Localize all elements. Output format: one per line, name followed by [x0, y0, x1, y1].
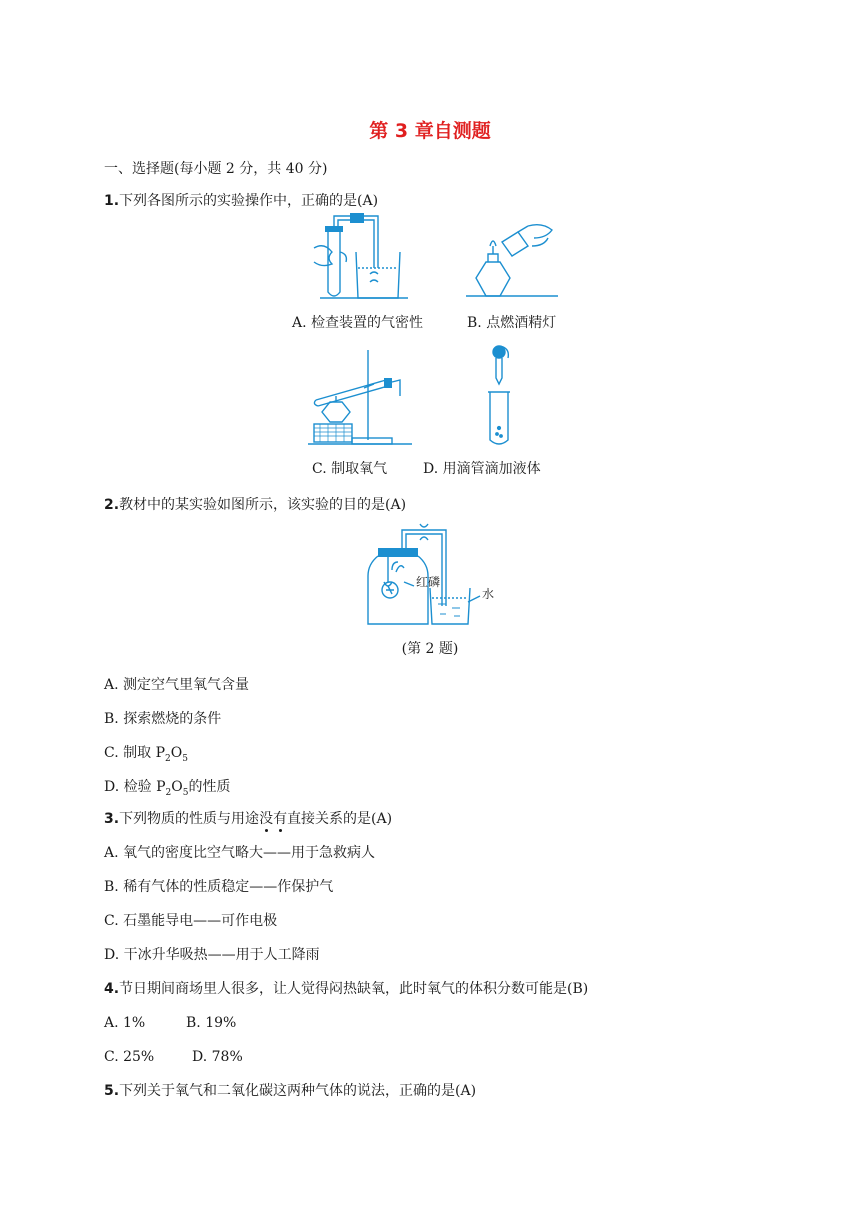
- label-red-phosphorus: 红磷: [416, 575, 441, 589]
- question-number: 4.: [104, 981, 120, 997]
- q2-option-a: A. 测定空气里氧气含量: [104, 677, 250, 693]
- q3-option-c: C. 石墨能导电——可作电极: [104, 913, 278, 929]
- caption-b: B. 点燃酒精灯: [467, 315, 557, 331]
- element-symbol: O: [170, 745, 183, 761]
- q4-option-a: A. 1%: [104, 1015, 146, 1031]
- question-3: [104, 810, 392, 828]
- section-header: 一、选择题(每小题 2 分，共 40 分): [104, 161, 328, 177]
- question-5: [104, 1082, 476, 1100]
- question-stem-end: 直接关系的是(A): [287, 811, 393, 827]
- question-4: [104, 980, 588, 998]
- q2-option-c: [104, 744, 188, 764]
- figure-lighting-alcohol-lamp: [462, 216, 562, 302]
- q3-option-a: A. 氧气的密度比空气略大——用于急救病人: [104, 845, 376, 861]
- subscript: 5: [182, 788, 189, 798]
- question-number: 2.: [104, 497, 120, 513]
- element-symbol: O: [171, 779, 183, 795]
- question-stem: 下列各图所示的实验操作中，正确的是(A): [119, 193, 379, 209]
- q3-option-b: B. 稀有气体的性质稳定——作保护气: [104, 879, 334, 895]
- figure-preparing-oxygen: [308, 346, 412, 448]
- caption-c: C. 制取氧气: [312, 461, 388, 477]
- option-prefix: D. 检验 P: [104, 779, 166, 795]
- question-1: [104, 192, 378, 210]
- figure-airtightness-check: [312, 212, 412, 304]
- subscript: 2: [164, 754, 171, 764]
- label-water: 水: [482, 587, 495, 601]
- caption-a: A. 检查装置的气密性: [292, 315, 424, 331]
- question-number: 5.: [104, 1083, 120, 1099]
- figure-caption: (第 2 题): [401, 641, 459, 657]
- subscript: 5: [182, 754, 188, 764]
- q2-option-d: [104, 778, 230, 798]
- q4-option-c: C. 25%: [104, 1049, 155, 1065]
- caption-d: D. 用滴管滴加液体: [423, 461, 541, 477]
- option-prefix: C. 制取 P: [104, 745, 165, 761]
- figure-phosphorus-experiment: [364, 520, 500, 628]
- question-2: [104, 496, 406, 514]
- subscript: 2: [165, 788, 172, 798]
- question-number: 1.: [104, 193, 120, 209]
- q2-option-b: B. 探索燃烧的条件: [104, 711, 222, 727]
- question-stem: 节日期间商场里人很多，让人觉得闷热缺氧，此时氧气的体积分数可能是(B): [119, 981, 589, 997]
- emphasis-char: 有: [273, 811, 288, 827]
- option-suffix: 的性质: [188, 779, 231, 795]
- question-stem: 教材中的某实验如图所示，该实验的目的是(A): [119, 497, 407, 513]
- page-title: 第 3 章自测题: [369, 120, 491, 142]
- figure-dropper: [484, 344, 514, 448]
- q3-option-d: D. 干冰升华吸热——用于人工降雨: [104, 947, 320, 963]
- q4-option-b: B. 19%: [186, 1015, 237, 1031]
- question-stem: 下列物质的性质与用途: [119, 811, 260, 827]
- emphasis-char: 没: [259, 811, 274, 827]
- question-stem: 下列关于氧气和二氧化碳这两种气体的说法，正确的是(A): [119, 1083, 477, 1099]
- q4-option-d: D. 78%: [192, 1049, 243, 1065]
- question-number: 3.: [104, 811, 120, 827]
